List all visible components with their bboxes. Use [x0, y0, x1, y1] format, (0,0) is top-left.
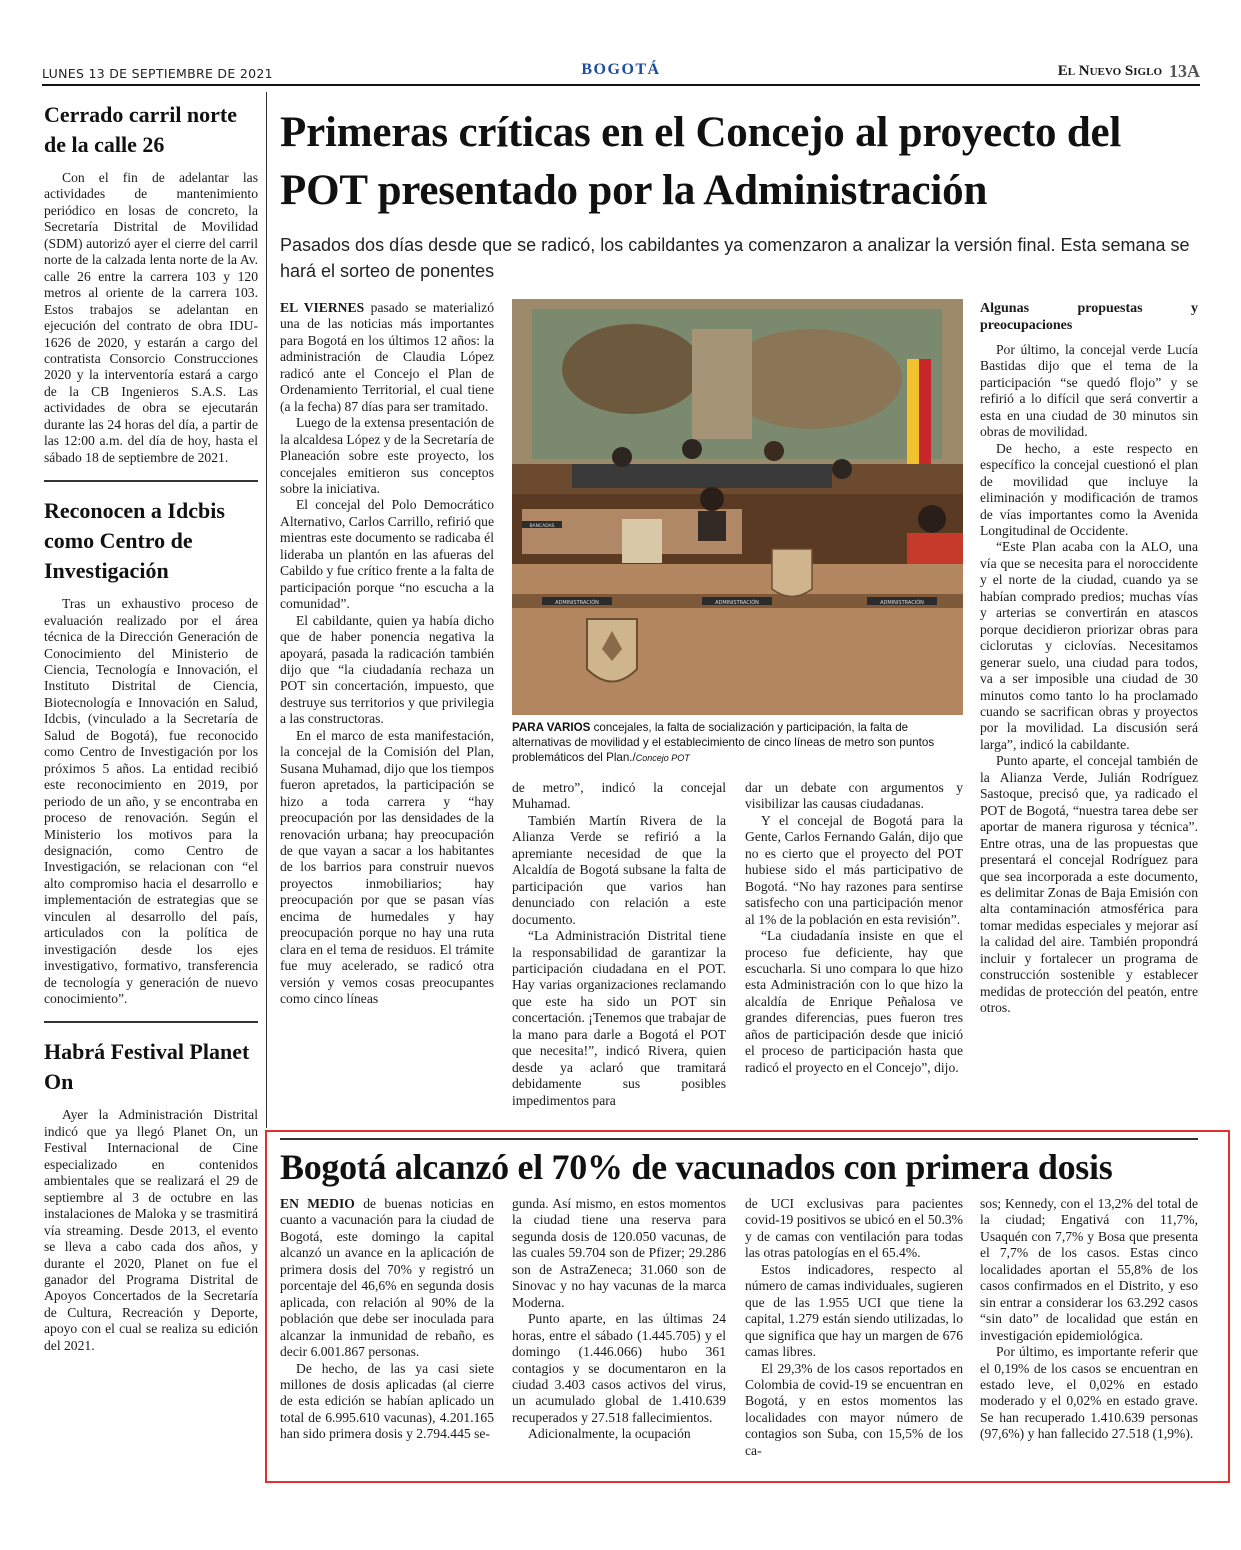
- brief-divider: [44, 480, 258, 482]
- sidebar-briefs: [44, 100, 258, 1354]
- section-name: BOGOTÁ: [581, 61, 661, 78]
- brief-title: Cerrado carril norte de la calle 26: [44, 102, 238, 157]
- brief-idcbis: [44, 496, 258, 1007]
- paragraph: “La ciudadanía insiste en que el proceso fue deficiente, hay que escucharla. Si uno compara lo que hizo esta Administración con lo que hizo la alcaldía de Enrique Peñalosa ve grandes diferencias, pues fueron tres años de participación desde que inició el proceso de participación hasta que radicó el proyecto en el Concejo”, dijo.: [745, 928, 963, 1075]
- article-column-1: [280, 300, 494, 1126]
- photo-caption: [512, 720, 963, 766]
- brief-body: Con el fin de adelantar las actividades de mantenimiento periódico en losas de concreto, la Secretaría Distrital de Movilidad (SDM) autorizó ayer el cierre del carril norte de la calzada lenta norte de la Av. calle 26 entre la carrera 103 y 120 metros al oriente de la carrera 103. Estos trabajos se adelantan en ejecución del contrato de obra IDU-1626 de 2020, y estarán a cargo del contratista Consorcio Construcciones 2020 y la interventoría estará a cargo de la CB Ingenieros S.A.S. Las actividades de obra se ejecutarán durante las 24 horas del día, a partir de las 12:00 a.m. del día de hoy, hasta el sábado 18 de septiembre de 2021.: [44, 170, 258, 465]
- page-number: 13A: [1169, 61, 1200, 81]
- brief-planet-on: [44, 1037, 258, 1354]
- article-column-3: [745, 780, 963, 1126]
- desk-nameplate: ADMINISTRACIÓN: [880, 600, 924, 606]
- caption-lead: PARA VARIOS: [512, 721, 591, 734]
- article-headline: Primeras críticas en el Concejo al proyecto del POT presentado por la Administración: [280, 109, 1122, 214]
- paragraph: Punto aparte, el concejal también de la Alianza Verde, Julián Rodríguez Sastoque, precisó que, ya radicado el POT de Bogotá, “nuestra tarea debe ser aportar de manera rigurosa y técnica”. Entre otras, una de las propuestas que presentará el concejal Rodríguez para que sea incorporada a este documento, es delimitar Zonas de Baja Emisión con alta contaminación atmosférica para tomar medidas especiales y mejorar así la calidad del aire. También propondrá incluir y fortalecer un programa de construcción sostenible y establecer medidas de protección del peatón, entre otros.: [980, 753, 1198, 1016]
- paragraph: El concejal del Polo Democrático Alternativo, Carlos Carrillo, refirió que mientras este documento se radicaba él lideraba un plantón en las afueras del Cabildo y fue crítico frente a la falta de participación porque “no escucha a la comunidad”.: [280, 497, 494, 612]
- paragraph: sos; Kennedy, con el 13,2% del total de la ciudad; Engativá con 11,7%, Usaquén con 7,7% y Bosa que presenta el 7,7% de los casos. Estas cinco localidades aportan el 55,8% de los casos confirmados en el Distrito, y eso sin entrar a considerar los 63.292 casos “sin dato” de localidad que están en investigación epidemiológica.: [980, 1196, 1198, 1343]
- paragraph: “Este Plan acaba con la ALO, una vía que se necesita para el noroccidente y el norte de la ciudad, cuando ya se habían comprado predios; muchas vías y arterias se convertirán en atascos porque decidieron priorizar obras para ciclorutas y ciclovías. Necesitamos generar suelo, una ciudad para todos, va a ser imposible una ciudad de 30 minutos como tanto lo ha proclamado cuando se sacrifican obras y proyectos por la movilidad. La discusión será larga”, indicó la cabildante.: [980, 539, 1198, 752]
- paragraph: “La Administración Distrital tiene la responsabilidad de garantizar la participación ciudadana en el POT. Hay varias organizaciones reclamando que este ha sido un POT sin concertación. ¡Tenemos que trabajar de la mano para darle a Bogotá el POT que necesita!”, indicó Rivera, quien desde ya aclaró que tramitará debidamente sus posibles impedimentos para: [512, 928, 726, 1108]
- brief-title: Reconocen a Idcbis como Centro de Investigación: [44, 498, 225, 584]
- photo-credit: Concejo POT: [635, 753, 690, 763]
- brief-calle-26: [44, 100, 258, 466]
- paragraph: EN MEDIO de buenas noticias en cuanto a vacunación para la ciudad de Bogotá, este domingo la capital alcanzó un avance en la aplicación de primera dosis del 70% y registró un porcentaje del 46,6% en segunda dosis aplicada, con relación al 90% de la población que debe ser inoculada para alcanzar la inmunidad de rebaño, es decir 6.001.867 personas.: [280, 1196, 494, 1360]
- paragraph: El 29,3% de los casos reportados en Colombia de covid-19 se encuentran en Bogotá, y en estos momentos las localidades con mayor número de contagios son Suba, con 15,5% de los ca-: [745, 1360, 963, 1458]
- paragraph: EL VIERNES pasado se materializó una de las noticias más importantes para Bogotá en los últimos 12 años: la administración de Claudia López radicó ante el Concejo el Plan de Ordenamiento Territorial, el cual tiene (a la fecha) 87 días para ser tramitado.: [280, 300, 494, 414]
- newspaper-brand: El Nuevo Siglo: [1057, 63, 1162, 79]
- brief-body: Ayer la Administración Distrital indicó que ya llegó Planet On, un Festival Internacional de Cine especializado en contenidos ambientales que se realizará el 29 de septiembre al 3 de octubre en las instalaciones de Maloka y se trasmitirá vía streaming. Desde 2013, el evento se lleva a cabo cada dos años, y durante el 2020, Planet on fue el ganador del Programa Distrital de Apoyos Concertados de la Secretaría de Cultura, Recreación y Deporte, apoyo con el cual se realiza su edición del 2021.: [44, 1107, 258, 1353]
- paragraph: Y el concejal de Bogotá para la Gente, Carlos Fernando Galán, dijo que no es cierto que el proyecto del POT hubiese sido el más participativo de Bogotá. “No hay razones para sentirse satisfecho con una participación menor al 1% de la población en esta revisión”.: [745, 812, 963, 927]
- paragraph: Por último, la concejal verde Lucía Bastidas dijo que el tema de la participación “se quedó flojo” y se refirió a lo difícil que será convertir a esta en una ciudad de 30 minutos sin obras de movilidad.: [980, 342, 1198, 440]
- paragraph: Por último, es importante referir que el 0,19% de los casos se encuentran en estado leve, el 0,02% en estado moderado y el 0,02% en estado grave. Se han recuperado 1.410.639 personas (97,6%) y han fallecido 27.518 (1,9%).: [980, 1344, 1198, 1442]
- caption-text: concejales, la falta de socialización y participación, la falta de alternativas de movilidad y el establecimiento de cinco líneas de metro son puntos problemáticos del Plan./: [512, 721, 935, 764]
- article-column-4: [980, 300, 1198, 1126]
- paragraph: De hecho, de las ya casi siete millones de dosis aplicadas (al cierre de esta edición se habían aplicado un total de 6.995.610 vacunas), 4.201.165 han sido primera dosis y 2.794.445 se-: [280, 1360, 494, 1442]
- box-column-2: [512, 1196, 726, 1480]
- box-headline: Bogotá alcanzó el 70% de vacunados con primera dosis: [280, 1147, 1113, 1187]
- box-column-1: [280, 1196, 494, 1480]
- paragraph: Luego de la extensa presentación de la alcaldesa López y de la Secretaría de Planeación sobre este proyecto, los concejales emitieron sus conceptos sobre la iniciativa.: [280, 415, 494, 496]
- desk-nameplate: ADMINISTRACIÓN: [555, 600, 599, 606]
- paragraph: En el marco de esta manifestación, la concejal de la Comisión del Plan, Susana Muhamad, dijo que los tiempos fueron apretados, la participación se hizo a toda carrera y “hay preocupación por las densidades de la renovación urbana; hay preocupación de que vayan a sacar a los habitantes de los barrios para construir nuevos proyectos inmobiliarios; hay preocupación por que se pasan vías encima de humedales y hay preocupación porque no hay una ruta clara en el tema de residuos. El trámite fue muy acelerado, se radicó otra versión y vemos cosas preocupantes como cinco líneas: [280, 727, 494, 1007]
- box-column-3: [745, 1196, 963, 1480]
- box-column-4: [980, 1196, 1198, 1480]
- article-subheadline: Pasados dos días desde que se radicó, los cabildantes ya comenzaron a analizar la versión final. Esta semana se hará el sorteo de ponentes: [280, 235, 1190, 281]
- paragraph: De hecho, a este respecto en específico la concejal cuestionó el plan de movilidad que incluye la eliminación y modificación de tramos de vías importantes como la Avenida Longitudinal de Occidente.: [980, 440, 1198, 538]
- desk-nameplate: ADMINISTRACIÓN: [715, 600, 759, 606]
- section-subheading: Algunas propuestas y preocupaciones: [980, 301, 1198, 333]
- article-column-2: [512, 780, 726, 1126]
- concejo-session-photo: [512, 299, 963, 715]
- paragraph: dar un debate con argumentos y visibilizar las causas ciudadanas.: [745, 780, 963, 812]
- paragraph: de metro”, indicó la concejal Muhamad.: [512, 780, 726, 812]
- paragraph: Adicionalmente, la ocupación: [528, 1426, 691, 1442]
- page-header: [42, 60, 1200, 84]
- paragraph: El cabildante, quien ya había dicho que de haber ponencia negativa la apoyará, pasada la radicación también dijo que “la ciudadanía rechaza un POT sin concertación, impuesto, que destruye sus territorios y que privilegia a las constructoras.: [280, 612, 494, 727]
- brief-body: Tras un exhaustivo proceso de evaluación realizado por el área técnica de la Dirección Generación de Conocimiento del Ministerio de Ciencia, Tecnología e Innovación, el Instituto Distrital de Ciencia, Biotecnología e Innovación en Salud, Idcbis, (vinculado a la Secretaría de Salud de Bogotá), fue reconocido como Centro de Investigación por los próximos 5 años. La entidad recibió este reconocimiento en 2019, por periodo de un año, y se encontraba en proceso de renovación. Según el Ministerio los motivos para la designación, como Centro de Investigación, se relacionan con “el alto compromiso hacia el desarrollo e implementación de estrategias que se vinculen al desarrollo del país, articulados con la política de investigación desde los ejes investigativo, formativo, transferencia de tecnología y generación de nuevo conocimiento”.: [44, 596, 258, 1007]
- paragraph: de UCI exclusivas para pacientes covid-19 positivos se ubicó en el 50.3% y de camas con ventilación para todas las otras patologías en el 65.4%.: [745, 1196, 963, 1261]
- sidebar-divider: [266, 92, 267, 1128]
- issue-date: LUNES 13 DE SEPTIEMBRE DE 2021: [42, 66, 273, 81]
- brief-divider: [44, 1021, 258, 1023]
- lead-in: EN MEDIO: [280, 1196, 355, 1211]
- paragraph: También Martín Rivera de la Alianza Verde se refirió a la apremiante necesidad de que la Alcaldía de Bogotá subsane la falta de participación que varios han denunciado con relación a este documento.: [512, 812, 726, 927]
- header-rule: [42, 84, 1200, 86]
- paragraph: Estos indicadores, respecto al número de camas individuales, sugieren que de las 1.955 UCI que tiene la capital, 1.279 están siendo utilizadas, lo que significa que hay un margen de 676 camas libres.: [745, 1261, 963, 1360]
- desk-nameplate: BANCADAS: [529, 524, 555, 529]
- lead-in: EL VIERNES: [280, 300, 365, 315]
- paragraph: gunda. Así mismo, en estos momentos la ciudad tiene una reserva para segunda dosis de 120.050 vacunas, de las cuales 59.704 son de Pfizer; 29.286 son de AstraZeneca; 31.060 son de Sinovac y no hay vacunas de la marca Moderna.: [512, 1196, 726, 1310]
- brief-title: Habrá Festival Planet On: [44, 1039, 250, 1095]
- box-top-rule: [280, 1138, 1198, 1140]
- paragraph: Punto aparte, en las últimas 24 horas, entre el sábado (1.445.705) y el domingo (1.446.066) hubo 361 contagios y se documentaron en la ciudad 3.403 casos activos del virus, un acumulado global de 1.410.639 recuperados y 27.518 fallecimientos.: [512, 1311, 726, 1425]
